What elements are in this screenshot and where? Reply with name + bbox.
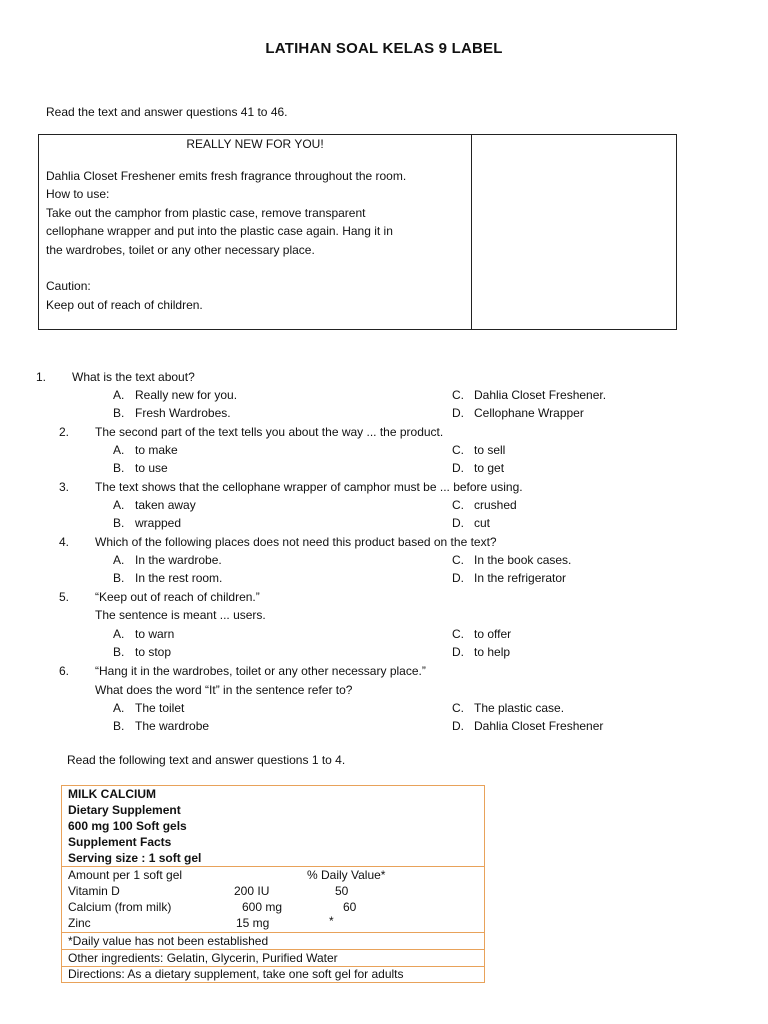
- question-number: 2.: [59, 425, 70, 439]
- question-number: 3.: [59, 480, 70, 494]
- product-name: MILK CALCIUM: [68, 787, 156, 801]
- option-b: B. to stop: [113, 645, 172, 659]
- nutrient-name: Zinc: [68, 916, 91, 930]
- label-line: How to use:: [46, 187, 110, 201]
- option-b: B. The wardrobe: [113, 719, 210, 733]
- label-heading: REALLY NEW FOR YOU!: [186, 137, 324, 151]
- other-ingredients: Other ingredients: Gelatin, Glycerin, Purified Water: [68, 951, 338, 965]
- nutrient-amount: 600 mg: [242, 900, 283, 914]
- option-b: B. In the rest room.: [113, 571, 223, 585]
- option-a: A. In the wardrobe.: [113, 553, 222, 567]
- option-c: C. to sell: [452, 443, 506, 457]
- question-number: 5.: [59, 590, 70, 604]
- label-line: Dahlia Closet Freshener emits fresh fragrance throughout the room.: [46, 169, 407, 183]
- header-line: Supplement Facts: [68, 835, 172, 849]
- option-c: C. Dahlia Closet Freshener.: [452, 388, 607, 402]
- option-c: C. The plastic case.: [452, 701, 565, 715]
- option-c: C. to offer: [452, 627, 512, 641]
- header-line: Dietary Supplement: [68, 803, 181, 817]
- question-subtext: The sentence is meant ... users.: [95, 608, 266, 622]
- question-subtext: What does the word “It” in the sentence refer to?: [95, 683, 353, 697]
- directions: Directions: As a dietary supplement, take one soft gel for adults: [68, 967, 404, 981]
- option-d: D. Dahlia Closet Freshener: [452, 719, 604, 733]
- question-number: 1.: [36, 370, 47, 384]
- question-text: Which of the following places does not need this product based on the text?: [95, 535, 497, 549]
- question-text: What is the text about?: [72, 370, 195, 384]
- table-divider: [62, 866, 484, 867]
- footnote: *Daily value has not been established: [68, 934, 269, 948]
- nutrient-amount: 200 IU: [234, 884, 270, 898]
- table-divider: [62, 932, 484, 933]
- nutrient-amount: 15 mg: [236, 916, 270, 930]
- option-b: B. to use: [113, 461, 168, 475]
- header-line: Serving size : 1 soft gel: [68, 851, 202, 865]
- table-divider: [62, 949, 484, 950]
- option-d: D. In the refrigerator: [452, 571, 567, 585]
- option-a: A. to make: [113, 443, 178, 457]
- nutrient-dv: 50: [335, 884, 349, 898]
- amount-label: Amount per 1 soft gel: [68, 868, 183, 882]
- option-b: B. Fresh Wardrobes.: [113, 406, 231, 420]
- option-a: A. taken away: [113, 498, 196, 512]
- instruction-text: Read the text and answer questions 41 to 46.: [46, 105, 288, 119]
- nutrient-name: Calcium (from milk): [68, 900, 172, 914]
- option-d: D. to help: [452, 645, 511, 659]
- nutrient-dv: *: [329, 914, 334, 928]
- supplement-facts-box: [61, 785, 485, 983]
- table-divider: [471, 135, 472, 329]
- question-text: The text shows that the cellophane wrapper of camphor must be ... before using.: [95, 480, 523, 494]
- option-d: D. cut: [452, 516, 491, 530]
- option-d: D. Cellophane Wrapper: [452, 406, 584, 420]
- nutrient-name: Vitamin D: [68, 884, 120, 898]
- option-c: C. crushed: [452, 498, 517, 512]
- label-text-box: [38, 134, 677, 330]
- daily-value-label: % Daily Value*: [307, 868, 386, 882]
- option-a: A. Really new for you.: [113, 388, 238, 402]
- label-line: the wardrobes, toilet or any other necessary place.: [46, 243, 315, 257]
- instruction-text: Read the following text and answer questions 1 to 4.: [67, 753, 346, 767]
- option-c: C. In the book cases.: [452, 553, 572, 567]
- label-line: Take out the camphor from plastic case, remove transparent: [46, 206, 366, 220]
- question-number: 6.: [59, 664, 70, 678]
- question-text: The second part of the text tells you about the way ... the product.: [95, 425, 444, 439]
- question-text: “Hang it in the wardrobes, toilet or any other necessary place.”: [95, 664, 426, 678]
- header-line: 600 mg 100 Soft gels: [68, 819, 187, 833]
- option-d: D. to get: [452, 461, 505, 475]
- option-a: A. to warn: [113, 627, 175, 641]
- page-title: LATIHAN SOAL KELAS 9 LABEL: [265, 40, 503, 57]
- option-b: B. wrapped: [113, 516, 182, 530]
- question-text: “Keep out of reach of children.”: [95, 590, 260, 604]
- nutrient-dv: 60: [343, 900, 357, 914]
- label-line: Caution:: [46, 279, 91, 293]
- option-a: A. The toilet: [113, 701, 185, 715]
- question-number: 4.: [59, 535, 70, 549]
- label-line: Keep out of reach of children.: [46, 298, 203, 312]
- label-line: cellophane wrapper and put into the plastic case again. Hang it in: [46, 224, 393, 238]
